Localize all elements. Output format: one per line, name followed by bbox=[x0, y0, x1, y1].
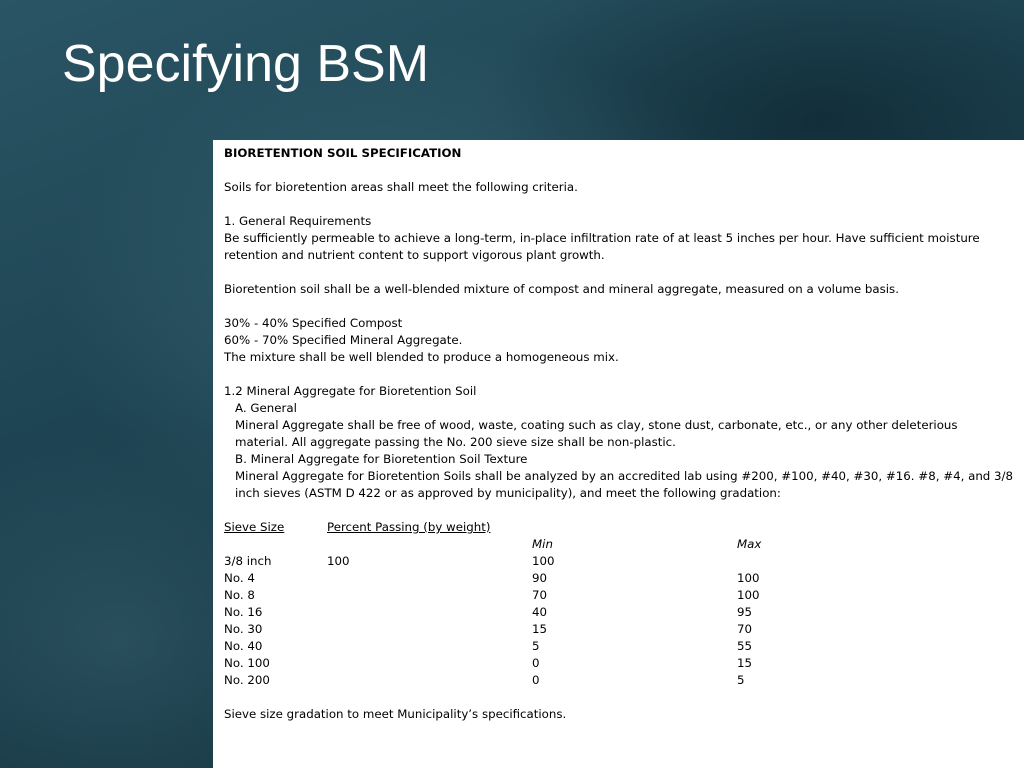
table-header-row bbox=[224, 519, 1014, 536]
mixture-text: Bioretention soil shall be a well-blended mixture of compost and mineral aggregate, measured on a volume basis. bbox=[224, 282, 899, 296]
percent-passing-header: Percent Passing (by weight) bbox=[327, 520, 491, 534]
max-cell: 5 bbox=[737, 673, 745, 687]
max-cell: 95 bbox=[737, 605, 753, 619]
spacer bbox=[224, 689, 1014, 706]
sieve-size-cell: No. 40 bbox=[224, 639, 263, 653]
table-row bbox=[224, 570, 1014, 587]
section-a-title: A. General bbox=[235, 401, 297, 415]
min-cell: 70 bbox=[532, 588, 548, 602]
max-cell: 15 bbox=[737, 656, 753, 670]
sieve-size-cell: No. 200 bbox=[224, 673, 270, 687]
spacer bbox=[224, 298, 1014, 315]
sieve-size-cell: No. 4 bbox=[224, 571, 255, 585]
max-header: Max bbox=[737, 537, 762, 551]
max-cell: 100 bbox=[737, 588, 760, 602]
section-b-text: Mineral Aggregate for Bioretention Soils shall be analyzed by an accredited lab using #200, #100, #40, #30, #16. #8, #4, and 3/8 inch sieves (ASTM D 422 or as approved by municipality), and meet the following gradation: bbox=[235, 469, 1014, 500]
table-row bbox=[224, 672, 1014, 689]
max-cell: 70 bbox=[737, 622, 753, 636]
sieve-size-cell: No. 8 bbox=[224, 588, 255, 602]
spec-intro: Soils for bioretention areas shall meet the following criteria. bbox=[224, 180, 578, 194]
gradation-table bbox=[224, 519, 1014, 689]
table-subheader-row bbox=[224, 536, 1014, 553]
min-cell: 40 bbox=[532, 605, 548, 619]
blend-note: The mixture shall be well blended to produce a homogeneous mix. bbox=[224, 350, 619, 364]
table-row bbox=[224, 587, 1014, 604]
table-row bbox=[224, 655, 1014, 672]
section-b-title: B. Mineral Aggregate for Bioretention Soil Texture bbox=[235, 452, 528, 466]
spacer bbox=[224, 502, 1014, 519]
table-row bbox=[224, 638, 1014, 655]
percent-cell: 100 bbox=[327, 554, 350, 568]
min-cell: 90 bbox=[532, 571, 548, 585]
spacer bbox=[224, 366, 1014, 383]
percent-cell: 100 bbox=[532, 554, 555, 568]
sieve-size-cell: No. 16 bbox=[224, 605, 263, 619]
general-requirements-text: Be sufficiently permeable to achieve a long-term, in-place infiltration rate of at least 5 inches per hour. Have sufficient moisture retention and nutrient content to support vigorous plant growth. bbox=[224, 231, 980, 262]
table-row bbox=[224, 621, 1014, 638]
section-a-text: Mineral Aggregate shall be free of wood, waste, coating such as clay, stone dust, carbonate, etc., or any other deleterious material. All aggregate passing the No. 200 sieve size shall be non-plastic. bbox=[235, 418, 958, 449]
max-cell: 100 bbox=[737, 571, 760, 585]
spacer bbox=[224, 162, 1014, 179]
min-cell: 0 bbox=[532, 656, 540, 670]
min-cell: 5 bbox=[532, 639, 540, 653]
sieve-size-cell: No. 30 bbox=[224, 622, 263, 636]
compost-ratio: 30% - 40% Specified Compost bbox=[224, 316, 403, 330]
slide-title: Specifying BSM bbox=[62, 35, 430, 93]
mineral-aggregate-title: 1.2 Mineral Aggregate for Bioretention Soil bbox=[224, 384, 477, 398]
spacer bbox=[224, 264, 1014, 281]
footer-note: Sieve size gradation to meet Municipality’s specifications. bbox=[224, 707, 567, 721]
general-requirements-title: 1. General Requirements bbox=[224, 214, 372, 228]
min-cell: 15 bbox=[532, 622, 548, 636]
sieve-size-cell: No. 100 bbox=[224, 656, 270, 670]
min-header: Min bbox=[532, 537, 553, 551]
specification-document bbox=[213, 140, 1024, 768]
spacer bbox=[224, 196, 1014, 213]
spec-heading: BIORETENTION SOIL SPECIFICATION bbox=[224, 146, 462, 160]
mineral-ratio: 60% - 70% Specified Mineral Aggregate. bbox=[224, 333, 463, 347]
table-row bbox=[224, 604, 1014, 621]
max-cell: 55 bbox=[737, 639, 753, 653]
table-row bbox=[224, 553, 1014, 570]
sieve-size-cell: 3/8 inch bbox=[224, 554, 272, 568]
sieve-size-header: Sieve Size bbox=[224, 520, 285, 534]
min-cell: 0 bbox=[532, 673, 540, 687]
